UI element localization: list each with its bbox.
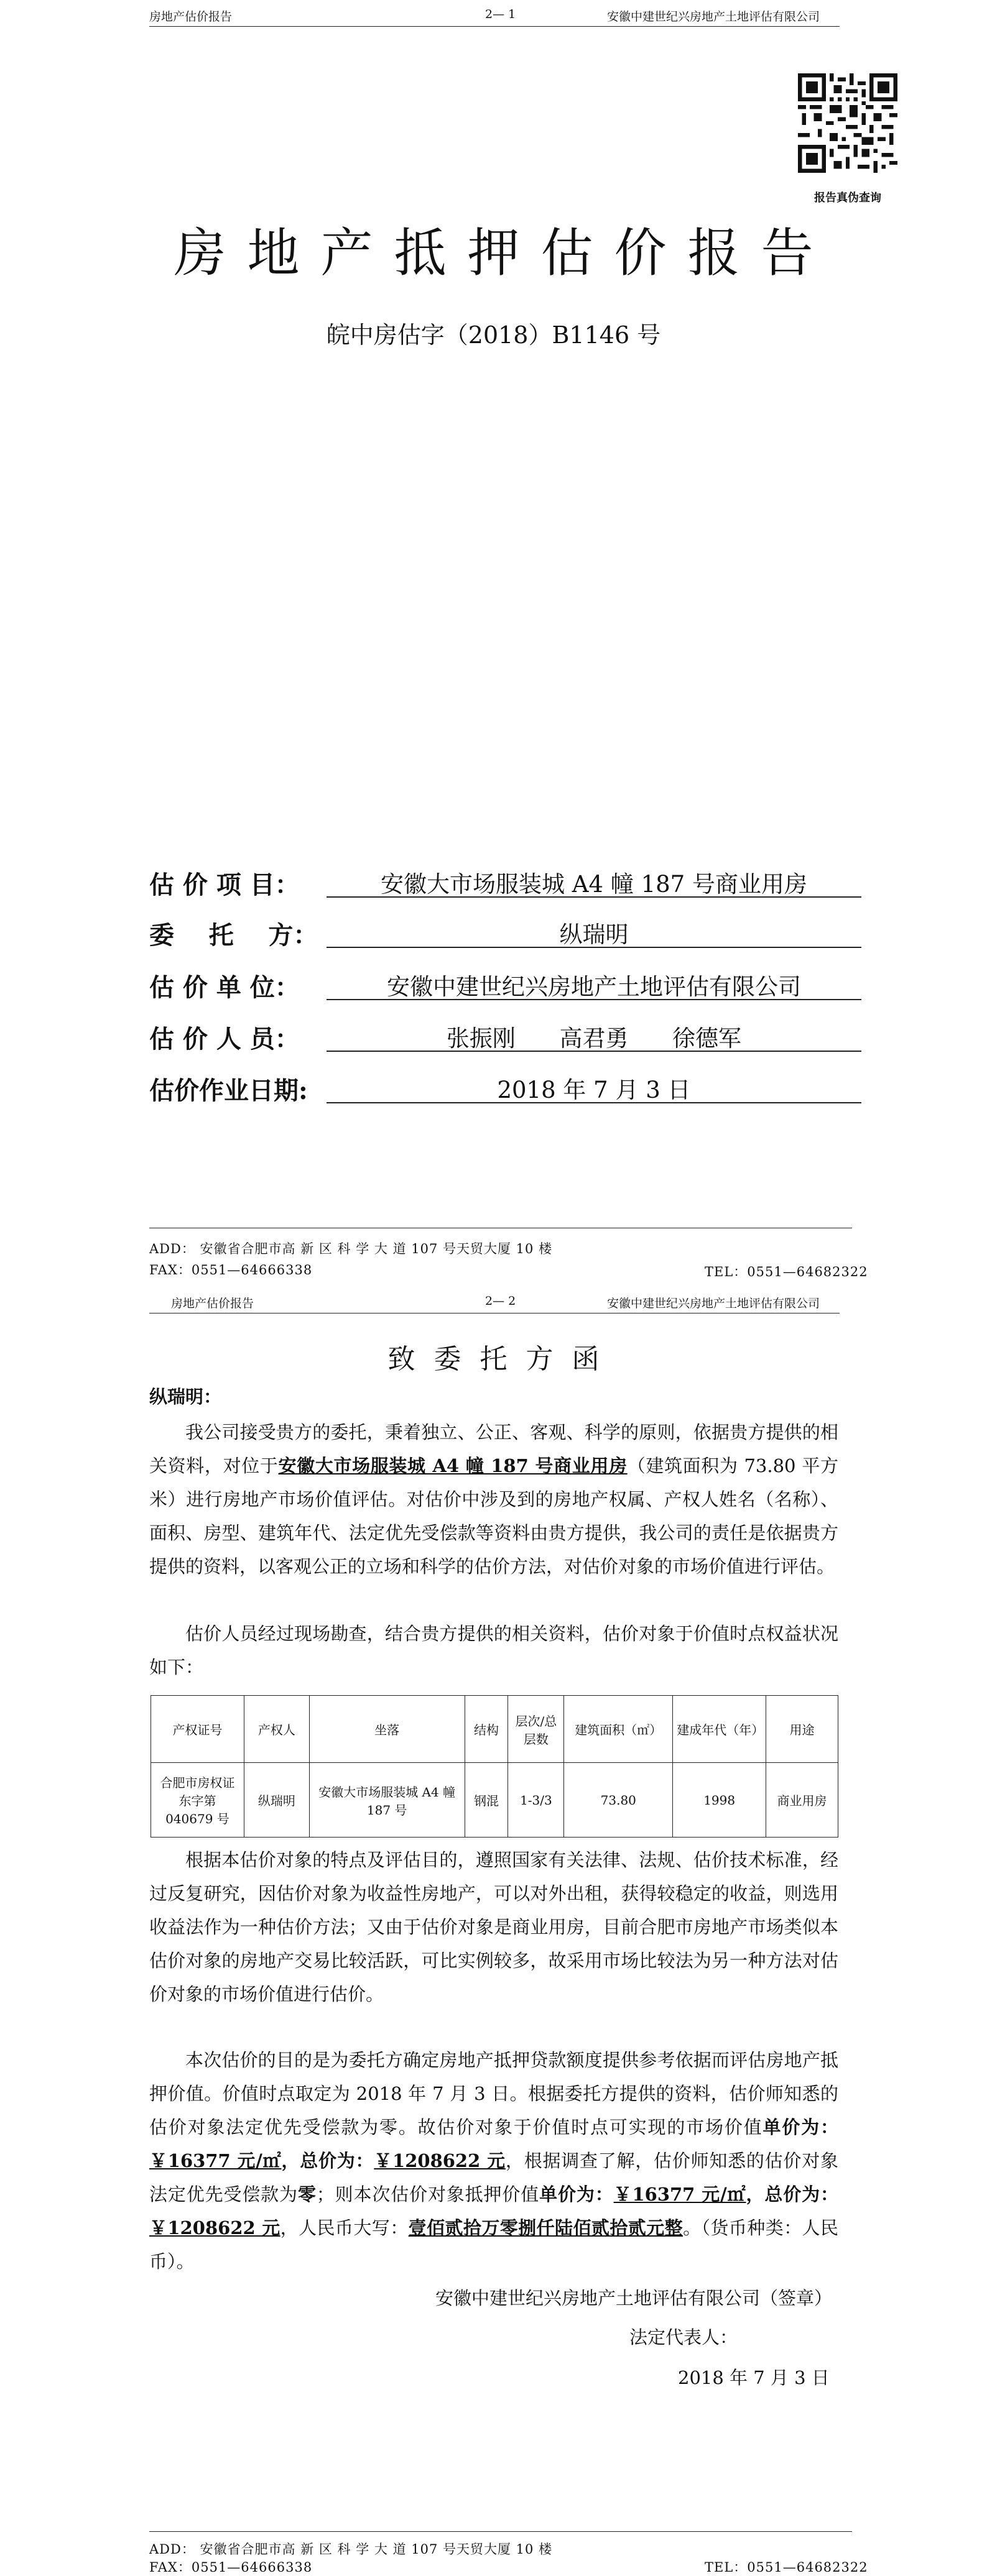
market-unit-price: ￥16377 元/㎡ bbox=[149, 2150, 282, 2171]
document-number: 皖中房估字（2018）B1146 号 bbox=[326, 321, 661, 349]
text: ；则本次估价对象抵押价值 bbox=[316, 2184, 540, 2205]
footer-address: ADD： 安徽省合肥市高 新 区 科 学 大 道 107 号天贸大厦 10 楼 bbox=[149, 2542, 553, 2557]
signature-company: 安徽中建世纪兴房地产土地评估有限公司（签章） bbox=[435, 2288, 833, 2309]
text: 估价人员经过现场勘查，结合贵方提供的相关资料，估价对象于价值时点权益状况如下： bbox=[149, 1623, 838, 1678]
table-header-row bbox=[151, 1696, 838, 1763]
qr-caption: 报告真伪查询 bbox=[814, 191, 881, 205]
info-value: 2018 年 7 月 3 日 bbox=[327, 1071, 861, 1103]
info-label: 估价作业日期: bbox=[149, 1076, 308, 1105]
column-header: 建筑面积（㎡） bbox=[564, 1696, 673, 1763]
column-header: 层次/总层数 bbox=[508, 1696, 564, 1763]
footer-fax: FAX：0551—64666338 bbox=[149, 1263, 313, 1277]
report-title: 房地产抵押估价报告 bbox=[174, 223, 835, 283]
signature-representative: 法定代表人： bbox=[629, 2327, 738, 2348]
amount-in-words: 壹佰贰拾万零捌仟陆佰贰拾贰元整 bbox=[408, 2217, 683, 2238]
info-value: 张振刚 高君勇 徐德军 bbox=[327, 1019, 861, 1052]
label: ，总价为： bbox=[281, 2150, 374, 2171]
text: （建筑面积为 73.80 平方米）进行房地产市场价值评估。对估价中涉及到的房地产权属、产权人姓名（名称）、面积、房型、建筑年代、法定优先受偿款等资料由贵方提供，我公司的责任是依据贵方提供的资料，以客观公正的立场和科学的估价方法，对估价对象的市场价值进行评估。 bbox=[149, 1455, 838, 1577]
info-value: 安徽中建世纪兴房地产土地评估有限公司 bbox=[327, 968, 861, 1000]
cell-year: 1998 bbox=[673, 1763, 766, 1838]
mortgage-total-price: ￥1208622 元 bbox=[149, 2217, 280, 2238]
property-address: 安徽大市场服装城 A4 幢 187 号商业用房 bbox=[278, 1455, 628, 1476]
header-report-type: 房地产估价报告 bbox=[171, 1297, 254, 1310]
text: 我公司接受贵方的委托，秉着独立、公正、客观、科学的原则，依据贵方提供的相关资料，对位于 bbox=[149, 1422, 838, 1476]
market-total-price: ￥1208622 元 bbox=[374, 2150, 506, 2171]
footer-rule bbox=[149, 2531, 852, 2532]
header-report-type: 房地产估价报告 bbox=[149, 10, 233, 24]
cell-owner: 纵瑞明 bbox=[244, 1763, 309, 1838]
mortgage-unit-price: ￥16377 元/㎡ bbox=[613, 2184, 746, 2205]
salutation: 纵瑞明： bbox=[149, 1386, 222, 1407]
footer-tel: TEL：0551—64682322 bbox=[705, 2560, 868, 2575]
paragraph-survey bbox=[149, 1617, 838, 1684]
label: 单价为： bbox=[762, 2117, 838, 2138]
header-company: 安徽中建世纪兴房地产土地评估有限公司 bbox=[607, 1297, 820, 1310]
cell-location: 安徽大市场服装城 A4 幢 187 号 bbox=[309, 1763, 465, 1838]
column-header: 产权证号 bbox=[151, 1696, 244, 1763]
info-label: 估 价 人 员： bbox=[149, 1024, 300, 1054]
paragraph-intro bbox=[149, 1415, 838, 1583]
info-value: 安徽大市场服装城 A4 幢 187 号商业用房 bbox=[327, 865, 861, 898]
cell-certificate: 合肥市房权证东字第 040679 号 bbox=[151, 1763, 244, 1838]
priority-payment: 零 bbox=[297, 2184, 317, 2205]
column-header: 产权人 bbox=[244, 1696, 309, 1763]
property-table bbox=[151, 1695, 838, 1838]
cell-usage: 商业用房 bbox=[766, 1763, 838, 1838]
header-rule bbox=[149, 26, 840, 27]
footer-fax: FAX：0551—64666338 bbox=[149, 2560, 313, 2575]
cell-structure: 钢混 bbox=[465, 1763, 508, 1838]
cell-floor: 1-3/3 bbox=[508, 1763, 564, 1838]
info-value: 纵瑞明 bbox=[327, 916, 861, 948]
table-row bbox=[151, 1763, 838, 1838]
info-label: 委 托 方： bbox=[149, 921, 318, 950]
text: ，人民币大写： bbox=[280, 2217, 409, 2238]
column-header: 结构 bbox=[465, 1696, 508, 1763]
column-header: 坐落 bbox=[309, 1696, 465, 1763]
signature-date: 2018 年 7 月 3 日 bbox=[678, 2367, 830, 2388]
header-page-number: 2— 1 bbox=[485, 7, 516, 21]
text: ，根据调查了解，估价师知悉的估价对象法定优先受偿款为 bbox=[149, 2150, 838, 2205]
letter-title: 致委托方函 bbox=[387, 1343, 618, 1375]
header-page-number: 2— 2 bbox=[485, 1294, 516, 1308]
text: 根据本估价对象的特点及评估目的，遵照国家有关法律、法规、估价技术标准，经过反复研究，因估价对象为收益性房地产，可以对外出租，获得较稳定的收益，则选用收益法作为一种估价方法；又由于估价对象是商业用房，目前合肥市房地产市场类似本估价对象的房地产交易比较活跃，可比实例较多，故采用市场比较法为另一种方法对估价对象的市场价值进行估价。 bbox=[149, 1849, 838, 2005]
footer-tel: TEL：0551—64682322 bbox=[705, 1264, 868, 1279]
cell-area: 73.80 bbox=[564, 1763, 673, 1838]
info-label: 估 价 项 目： bbox=[149, 870, 300, 899]
paragraph-methods bbox=[149, 1843, 838, 2011]
footer-address: ADD： 安徽省合肥市高 新 区 科 学 大 道 107 号天贸大厦 10 楼 bbox=[149, 1241, 553, 1256]
label: 单价为： bbox=[539, 2184, 614, 2205]
info-label: 估 价 单 位： bbox=[149, 973, 300, 1002]
label: ，总价为： bbox=[746, 2184, 838, 2205]
column-header: 建成年代（年） bbox=[673, 1696, 766, 1763]
header-company: 安徽中建世纪兴房地产土地评估有限公司 bbox=[607, 10, 820, 24]
paragraph-conclusion bbox=[149, 2043, 838, 2278]
qr-code-icon bbox=[798, 73, 897, 173]
text: 。（货币种类：人民币）。 bbox=[149, 2217, 838, 2272]
column-header: 用途 bbox=[766, 1696, 838, 1763]
text: 本次估价的目的是为委托方确定房地产抵押贷款额度提供参考依据而评估房地产抵押价值。价值时点取定为 2018 年 7 月 3 日。根据委托方提供的资料，估价师知悉的估价对象法定优先受偿款为零。故估价对象于价值时点可实现的市场价值 bbox=[149, 2049, 838, 2138]
